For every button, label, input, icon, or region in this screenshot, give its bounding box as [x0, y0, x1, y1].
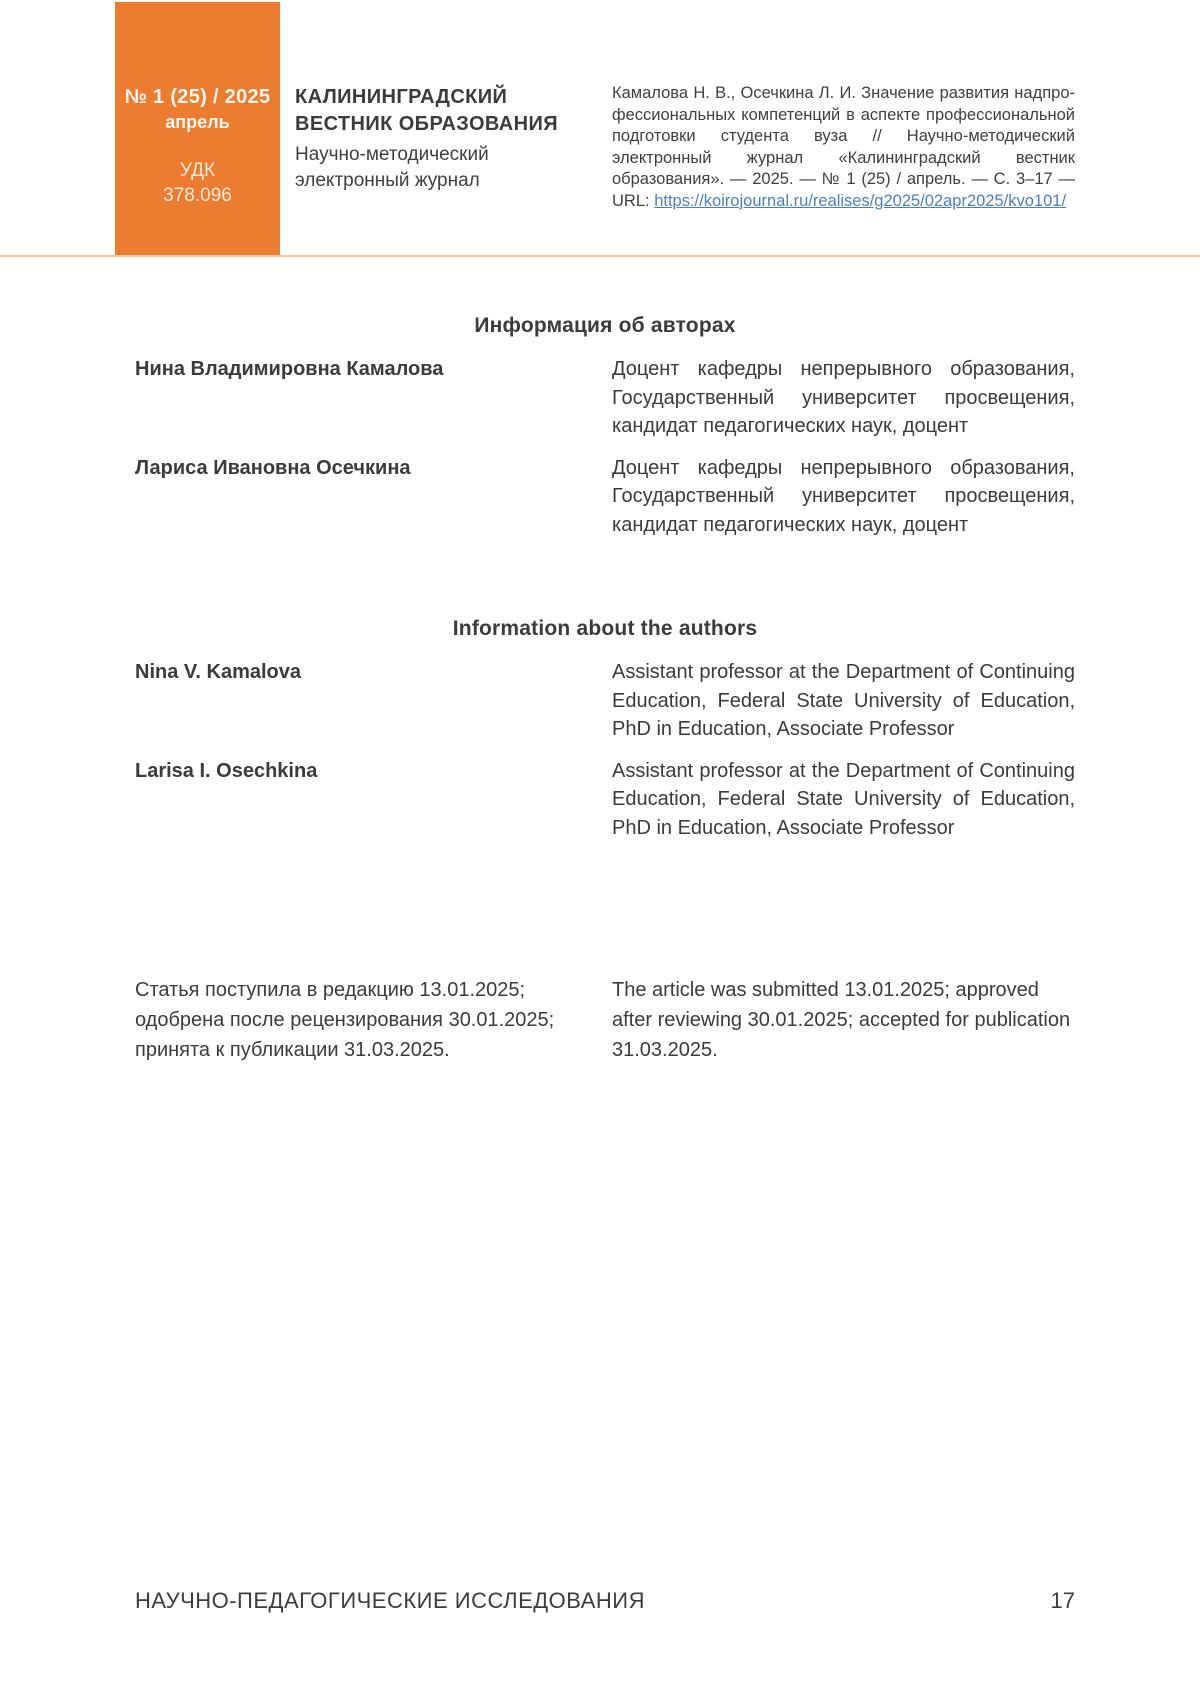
submission-dates-en: The article was submitted 13.01.2025; approved after reviewing 30.01.2025; accepted for publication 31.03.2025. [612, 979, 1071, 1061]
section-heading-ru: Информация об авторах [474, 314, 736, 337]
article-citation [612, 83, 1075, 212]
page-number: 17 [1050, 1588, 1075, 1613]
journal-subtitle-line1: Научно-методический [295, 144, 489, 165]
header-divider-rule [0, 255, 1200, 257]
author-affiliation: Assistant professor at the Department of Continuing Education, Federal State University of Education, PhD in Education, Associate Professor [612, 661, 1075, 740]
journal-title-block [295, 84, 595, 194]
authors-info-ru-section [135, 314, 1075, 552]
journal-subtitle-line2: электронный журнал [295, 170, 480, 191]
author-affiliation: Assistant professor at the Department of Continuing Education, Federal State University of Education, PhD in Education, Associate Professor [612, 759, 1075, 839]
issue-number: № 1 (25) / 2025 [124, 86, 271, 108]
author-row [135, 658, 1075, 744]
issue-box [115, 2, 280, 255]
citation-text: Камалова Н. В., Осечкина Л. И. Значение развития надпрофессиональных компетенций в аспекте профессиональной подготовки студента вуза // Научно-методический электронный журнал «Калининградский вестник образования». — 2025. — № 1 (25) / апрель. — С. 3–17 — URL: [612, 84, 1075, 210]
udk-label: УДК [179, 160, 216, 181]
author-row [135, 454, 1075, 540]
author-row [135, 355, 1075, 441]
section-heading-en: Information about the authors [452, 617, 758, 640]
author-name: Larisa I. Osechkina [135, 759, 318, 782]
submission-dates-ru: Статья поступила в редакцию 13.01.2025; одобрена после рецензирования 30.01.2025; принята к публикации 31.03.2025. [135, 979, 555, 1061]
page-footer [135, 1588, 1075, 1614]
author-affiliation: Доцент кафедры непрерывного образования, Государственный университет просвещения, кандидат педагогических наук, доцент [612, 456, 1075, 536]
issue-month: апрель [165, 112, 230, 132]
author-row [135, 757, 1075, 843]
author-affiliation: Доцент кафедры непрерывного образования, Государственный университет просвещения, кандидат педагогических наук, доцент [612, 358, 1075, 437]
journal-title-line1: КАЛИНИНГРАДСКИЙ [295, 86, 508, 108]
authors-info-en-section [135, 617, 1075, 855]
author-name: Nina V. Kamalova [135, 661, 302, 683]
submission-dates [135, 975, 1075, 1065]
udk-value: 378.096 [163, 185, 232, 206]
citation-url-link[interactable]: https://koirojournal.ru/realises/g2025/02apr2025/kvo101/ [654, 191, 1067, 210]
author-name: Нина Владимировна Камалова [135, 358, 444, 380]
author-name: Лариса Ивановна Осечкина [135, 456, 411, 479]
footer-section-title: НАУЧНО-ПЕДАГОГИЧЕСКИЕ ИССЛЕДОВАНИЯ [135, 1588, 645, 1613]
journal-title-line2: ВЕСТНИК ОБРАЗОВАНИЯ [295, 113, 558, 135]
